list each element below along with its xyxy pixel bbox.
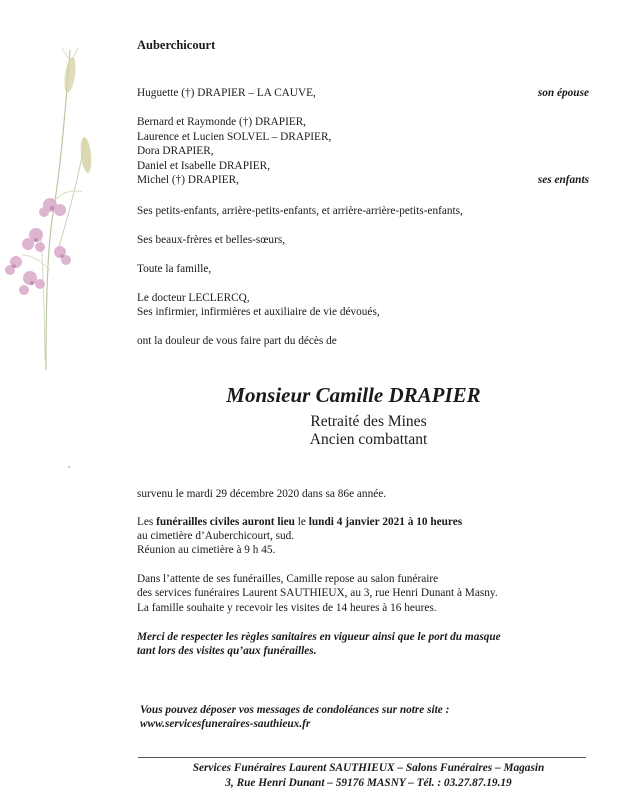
- children-last-row: [137, 173, 589, 188]
- death-line: survenu le mardi 29 décembre 2020 dans sa 86e année.: [137, 488, 387, 500]
- funeral-place: au cimetière d’Auberchicourt, sud.: [137, 530, 295, 542]
- footer-company: Services Funéraires Laurent SAUTHIEUX – Salons Funéraires – Magasin: [192, 762, 545, 774]
- announcement-line: ont la douleur de vous faire part du décès de: [137, 335, 337, 347]
- funeral-mid: le: [297, 516, 306, 528]
- sanitary-line-2: tant lors des visites qu’aux funérailles.: [137, 645, 317, 657]
- funeral-type: funérailles civiles auront lieu: [156, 516, 295, 528]
- visits-line-3: La famille souhaite y recevoir les visites de 14 heures à 16 heures.: [137, 602, 437, 614]
- visits-line-1: Dans l’attente de ses funérailles, Camille repose au salon funéraire: [137, 573, 439, 585]
- nurses-line: Ses infirmier, infirmières et auxiliaire de vie dévoués,: [137, 306, 380, 318]
- visits-line-2: des services funéraires Laurent SAUTHIEUX, au 3, rue Henri Dunant à Masny.: [137, 587, 498, 599]
- doctor-line: Le docteur LECLERCQ,: [137, 292, 250, 304]
- funeral-date: lundi 4 janvier 2021 à 10 heures: [308, 516, 463, 528]
- spouse-row: [137, 86, 589, 101]
- sanitary-line-1: Merci de respecter les règles sanitaires en vigueur ainsi que le port du masque: [137, 631, 501, 643]
- child-entry: Laurence et Lucien SOLVEL – DRAPIER,: [137, 130, 332, 143]
- child-entry: Michel (†) DRAPIER,: [137, 174, 239, 186]
- town-heading: Auberchicourt: [137, 38, 216, 52]
- flower-illustration: [0, 40, 110, 380]
- in-laws-line: Ses beaux-frères et belles-sœurs,: [137, 234, 286, 246]
- funeral-meeting: Réunion au cimetière à 9 h 45.: [137, 544, 276, 556]
- spouse-role: son épouse: [537, 87, 589, 99]
- child-entry: Dora DRAPIER,: [137, 145, 214, 157]
- children-role: ses enfants: [537, 174, 589, 186]
- funeral-prefix: Les: [137, 516, 154, 528]
- footer-address: 3, Rue Henri Dunant – 59176 MASNY – Tél. : 03.27.87.19.19: [225, 777, 512, 789]
- deceased-name: Monsieur Camille DRAPIER: [226, 383, 481, 407]
- family-line: Toute la famille,: [137, 263, 212, 275]
- deceased-title-veteran: Ancien combattant: [309, 431, 428, 448]
- children-list: [137, 115, 331, 173]
- condolences-website-link[interactable]: www.servicesfuneraires-sauthieux.fr: [140, 718, 311, 730]
- spouse-name: Huguette (†) DRAPIER – LA CAUVE,: [137, 87, 316, 99]
- condolences-line: Vous pouvez déposer vos messages de condoléances sur notre site :: [140, 704, 450, 716]
- stray-mark: [68, 466, 70, 468]
- footer-divider: [138, 757, 586, 758]
- deceased-title-mines: Retraité des Mines: [310, 413, 427, 430]
- funeral-line: [137, 515, 462, 530]
- grandchildren-line: Ses petits-enfants, arrière-petits-enfants, et arrière-arrière-petits-enfants,: [137, 205, 463, 217]
- child-entry: Bernard et Raymonde (†) DRAPIER,: [137, 116, 307, 128]
- child-entry: Daniel et Isabelle DRAPIER,: [137, 159, 271, 172]
